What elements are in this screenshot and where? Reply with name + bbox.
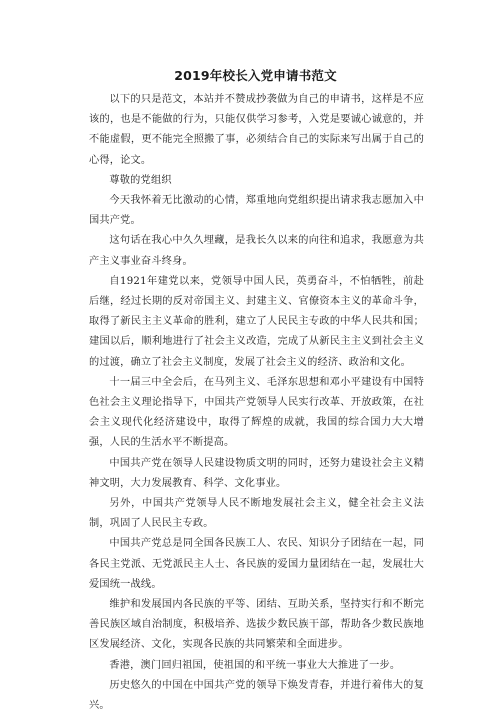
paragraph-reunification: 香港，澳门回归祖国，使祖国的和平统一事业大大推进了一步。 xyxy=(109,659,401,671)
paragraph-reform: 十一届三中全会后，在马列主义、毛泽东思想和邓小平建设有中国特色社会主义理论指导下，中国共产党领导人民实行改革、开放政策，在社会主义现代化经济建设中，取得了辉煌的成就，我国的综合国力大大增强，人民的生活水平不断提高。 xyxy=(89,376,424,449)
paragraph-revival: 历史悠久的中国在中国共产党的领导下焕发青春，并进行着伟大的复兴。 xyxy=(89,679,424,712)
paragraph-legal-system: 另外，中国共产党领导人民不断地发展社会主义，健全社会主义法制，巩固了人民民主专政。 xyxy=(89,498,424,530)
paragraph-salutation: 尊敬的党组织 xyxy=(109,174,172,186)
paragraph-request: 今天我怀着无比激动的心情，郑重地向党组织提出请求我志愿加入中国共产党。 xyxy=(89,195,424,227)
paragraph-ethnic-unity: 维护和发展国内各民族的平等、团结、互助关系，坚持实行和不断完善民族区域自治制度，积极培养、选拔少数民族干部，帮助各少数民族地区发展经济、文化，实现各民族的共同繁荣和全面进步。 xyxy=(89,599,424,651)
paragraph-civilization: 中国共产党在领导人民建设物质文明的同时，还努力建设社会主义精神文明，大力发展教育、科学、文化事业。 xyxy=(89,457,424,489)
paragraph-united-front: 中国共产党总是同全国各民族工人、农民、知识分子团结在一起，同各民主党派、无党派民主人士、各民族的爱国力量团结在一起，发展壮大爱国统一战线。 xyxy=(89,538,424,590)
paragraph-disclaimer: 以下的只是范文，本站并不赞成抄袭做为自己的申请书，这样是不应该的，也是不能做的行为，只能仅供学习参考，入党是要诚心诚意的，并不能虚假，更不能完全照搬了事，必须结合自己的实际来写出属于自己的心得，论文。 xyxy=(89,94,424,166)
paragraph-aspiration: 这句话在我心中久久埋藏，是我长久以来的向往和追求，我愿意为共产主义事业奋斗终身。 xyxy=(89,235,424,267)
document-title: 2019年校长入党申请书范文 xyxy=(174,68,337,83)
paragraph-history: 自1921年建党以来，党领导中国人民，英勇奋斗，不怕牺牲，前赴后继，经过长期的反对帝国主义、封建主义、官僚资本主义的革命斗争，取得了新民主主义革命的胜利，建立了人民民主专政的中华人民共和国；建国以后，顺利地进行了社会主义改造，完成了从新民主主义到社会主义的过渡，确立了社会主义制度，发展了社会主义的经济、政治和文化。 xyxy=(89,275,424,368)
